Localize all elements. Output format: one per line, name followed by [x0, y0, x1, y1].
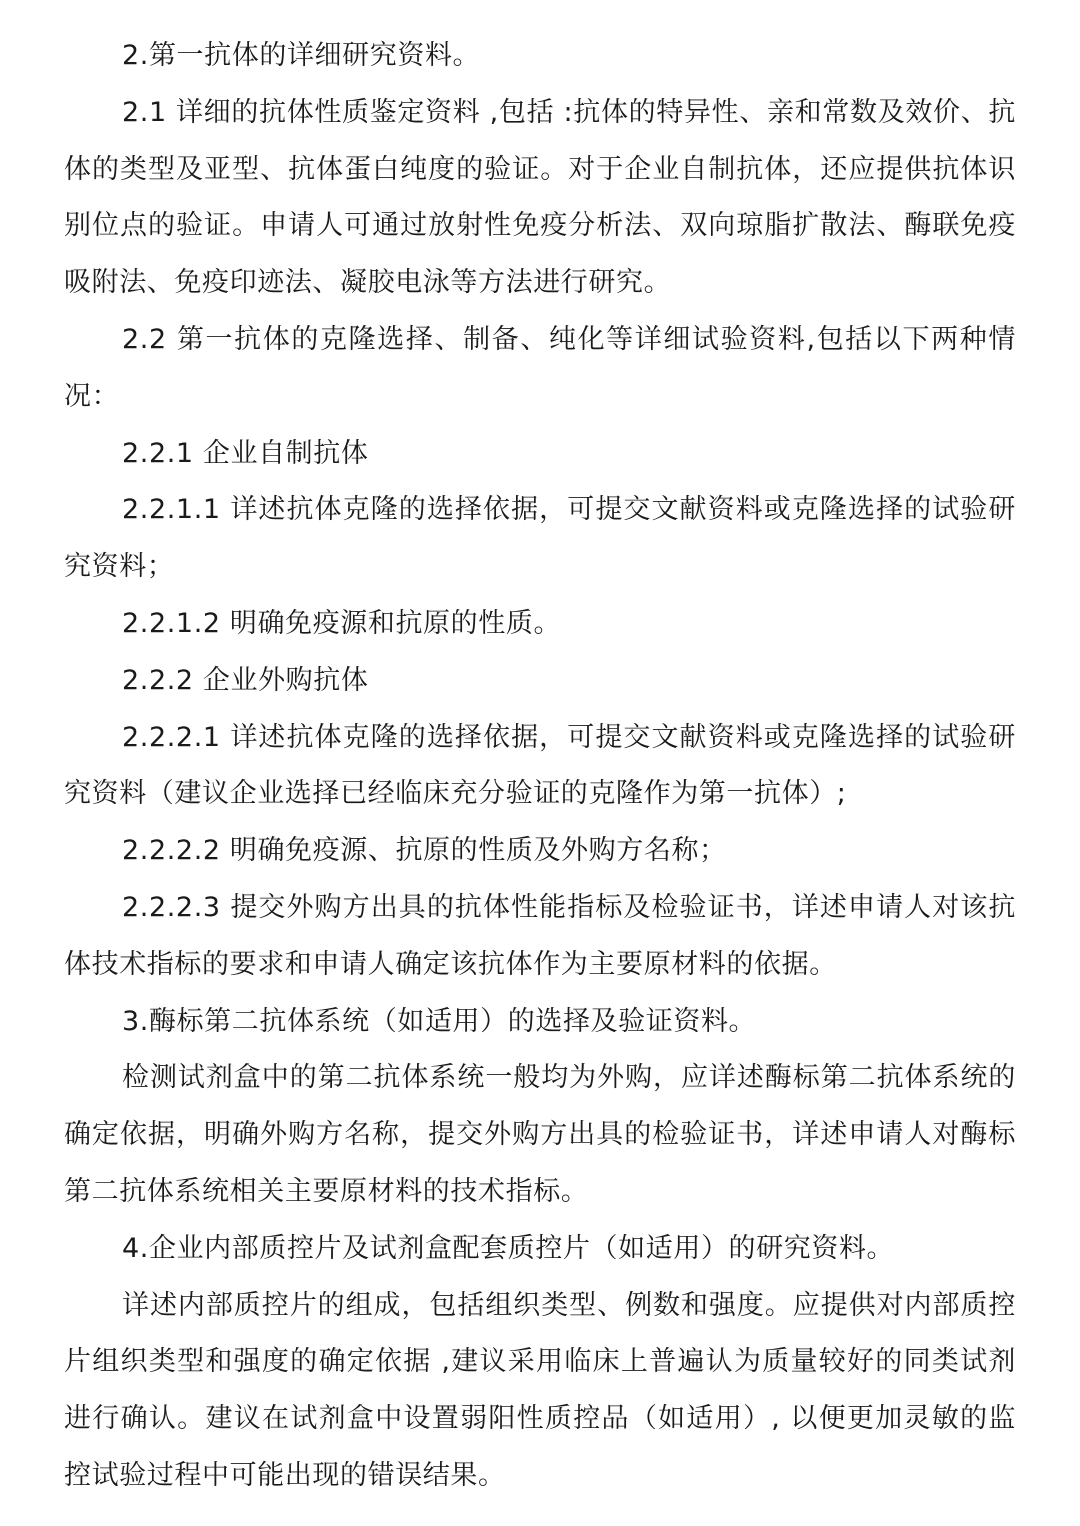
paragraph-2-2-1-2: 2.2.1.2 明确免疫源和抗原的性质。: [122, 607, 562, 639]
paragraph-section-4-heading: 4.企业内部质控片及试剂盒配套质控片（如适用）的研究资料。: [122, 1232, 895, 1264]
paragraph-section-4-body: 详述内部质控片的组成，包括组织类型、例数和强度。应提供对内部质控片组织类型和强度的确定依据 ,建议采用临床上普遍认为质量较好的同类试剂进行确认。建议在试剂盒中设置弱阳性质控品（如适用）, 以便更加灵敏的监控试验过程中可能出现的错误结果。: [64, 1289, 1016, 1491]
paragraph-2-2-2: 2.2.2 企业外购抗体: [122, 664, 369, 696]
document-body: [64, 28, 1016, 1505]
paragraph-2-2-1: 2.2.1 企业自制抗体: [122, 437, 369, 469]
paragraph-section-2-heading: 2.第一抗体的详细研究资料。: [122, 40, 481, 71]
paragraph-section-3-heading: 3.酶标第二抗体系统（如适用）的选择及验证资料。: [122, 1005, 757, 1037]
paragraph-section-3-body: 检测试剂盒中的第二抗体系统一般均为外购，应详述酶标第二抗体系统的确定依据，明确外购方名称，提交外购方出具的检验证书，详述申请人对酶标第二抗体系统相关主要原材料的技术指标。: [64, 1062, 1016, 1207]
paragraph-2-2-2-3: 2.2.2.3 提交外购方出具的抗体性能指标及检验证书，详述申请人对该抗体技术指标的要求和申请人确定该抗体作为主要原材料的依据。: [64, 891, 1016, 980]
paragraph-2-1: 2.1 详细的抗体性质鉴定资料 ,包括 :抗体的特异性、亲和常数及效价、抗体的类型及亚型、抗体蛋白纯度的验证。对于企业自制抗体，还应提供抗体识别位点的验证。申请人可通过放射性免疫分析法、双向琼脂扩散法、酶联免疫吸附法、免疫印迹法、凝胶电泳等方法进行研究。: [64, 96, 1016, 299]
paragraph-2-2-2-2: 2.2.2.2 明确免疫源、抗原的性质及外购方名称；: [122, 835, 727, 867]
paragraph-2-2: 2.2 第一抗体的克隆选择、制备、纯化等详细试验资料,包括以下两种情况：: [64, 323, 1016, 412]
paragraph-2-2-1-1: 2.2.1.1 详述抗体克隆的选择依据，可提交文献资料或克隆选择的试验研究资料；: [64, 494, 1016, 583]
paragraph-2-2-2-1: 2.2.2.1 详述抗体克隆的选择依据，可提交文献资料或克隆选择的试验研究资料（建议企业选择已经临床充分验证的克隆作为第一抗体）;: [64, 721, 1016, 810]
